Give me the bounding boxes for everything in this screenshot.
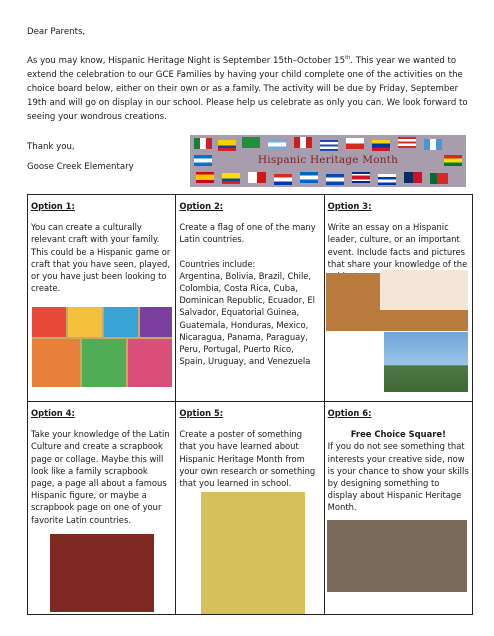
flag-brazil-icon bbox=[242, 137, 260, 148]
flag-ecuador-icon bbox=[222, 173, 240, 184]
option-1-title: Option 1: bbox=[31, 201, 75, 211]
banner-title: Hispanic Heritage Month bbox=[257, 154, 399, 166]
flag-peru-icon bbox=[294, 137, 312, 148]
flag-mexico-icon bbox=[194, 138, 212, 149]
flag-spain-icon bbox=[196, 172, 214, 183]
option-4-body: Take your knowledge of the Latin Culture and create a scrapbook page or collage. Maybe this will look like a family scrapbook page, a page all about a famous Hispanic figure, or maybe a scrapbook page on one of your favorite Latin countries. bbox=[31, 429, 170, 525]
countries-label: Countries include: bbox=[179, 258, 256, 269]
cultural-people-image bbox=[380, 270, 468, 310]
option-2-title: Option 2: bbox=[179, 201, 224, 211]
option-6-cell bbox=[324, 402, 472, 615]
option-4-cell bbox=[28, 402, 176, 615]
flag-guatemala-icon bbox=[424, 139, 442, 150]
volcano-landscape-image bbox=[384, 332, 468, 392]
flag-paraguay-icon bbox=[274, 174, 292, 185]
flag-venezuela-icon bbox=[372, 140, 390, 151]
flag-argentina-icon bbox=[268, 139, 286, 150]
option-2-cell bbox=[176, 195, 324, 402]
flag-nicaragua-icon bbox=[300, 172, 318, 183]
para-part-1: As you may know, Hispanic Heritage Night is September 15th–October 15 bbox=[27, 56, 346, 66]
flag-chile-icon bbox=[346, 138, 364, 149]
option-6-body: If you do not see something that interests your creative side, now is your chance to show your skills by designing something to display about Hispanic Heritage Month. bbox=[327, 441, 469, 513]
craft-collage-image bbox=[32, 307, 172, 387]
option-5-body: Create a poster of something that you have learned about Hispanic Heritage Month from your own research or something that you learned in school. bbox=[179, 429, 316, 489]
option-5-title: Option 5: bbox=[179, 408, 224, 418]
option-1-cell bbox=[28, 195, 176, 402]
flag-panama-icon bbox=[248, 172, 266, 183]
school-signature: Goose Creek Elementary bbox=[27, 162, 134, 172]
para-superscript: th bbox=[345, 55, 351, 62]
option-6-title: Option 6: bbox=[327, 408, 372, 418]
option-3-title: Option 3: bbox=[327, 201, 372, 211]
countries-list: Argentina, Bolivia, Brazil, Chile, Colombia, Costa Rica, Cuba, Dominican Republic, Ecuador, El Salvador, Equatorial Guinea, Guatemala, Honduras, Mexico, Nicaragua, Panama, Paraguay, Peru, Portugal, Puerto Rico, Spain, Uruguay, and Venezuela bbox=[179, 270, 316, 367]
option-4-title: Option 4: bbox=[31, 408, 75, 418]
free-choice-title: Free Choice Square! bbox=[350, 429, 446, 440]
flag-uruguay-icon bbox=[378, 174, 396, 185]
choice-board bbox=[27, 194, 473, 615]
option-2-body: Create a flag of one of the many Latin countries. bbox=[179, 222, 316, 245]
para-part-2: . This year we wanted to extend the celebration to our GCE Families by having your child complete one of the activities on the choice board below, either on their own or as a family. The activity will be due by Friday, September 19th and will go on display in our school. Please help us celebrate as only you can. We look forward to seeing your wondrous creations. bbox=[27, 56, 468, 122]
letter-intro bbox=[27, 25, 475, 124]
mural-image bbox=[327, 520, 467, 592]
hispanic-heritage-banner bbox=[190, 135, 466, 187]
flag-dominican-republic-icon bbox=[404, 172, 422, 183]
flag-colombia-icon bbox=[218, 140, 236, 151]
heritage-poster-image bbox=[201, 492, 305, 614]
letter-paragraph bbox=[27, 54, 475, 124]
flag-costa-rica-icon bbox=[352, 172, 370, 183]
option-5-cell bbox=[176, 402, 324, 615]
salutation: Dear Parents, bbox=[27, 27, 86, 37]
scrapbook-collage-image bbox=[50, 534, 154, 612]
option-3-body: Write an essay on a Hispanic leader, culture, or an important event. Include facts and pictures that share your knowledge of the bbox=[327, 222, 468, 269]
flag-puerto-rico-icon bbox=[398, 137, 416, 148]
closing-thanks: Thank you, bbox=[27, 142, 75, 152]
option-3-cell bbox=[324, 195, 472, 402]
flag-cuba-icon bbox=[320, 140, 338, 151]
flag-el-salvador-icon bbox=[326, 174, 344, 185]
option-1-body: You can create a culturally relevant craft with your family. This could be a Hispanic game or craft that you have seen, played, or you have just been looking to create. bbox=[31, 222, 171, 294]
flag-portugal-icon bbox=[430, 173, 448, 184]
